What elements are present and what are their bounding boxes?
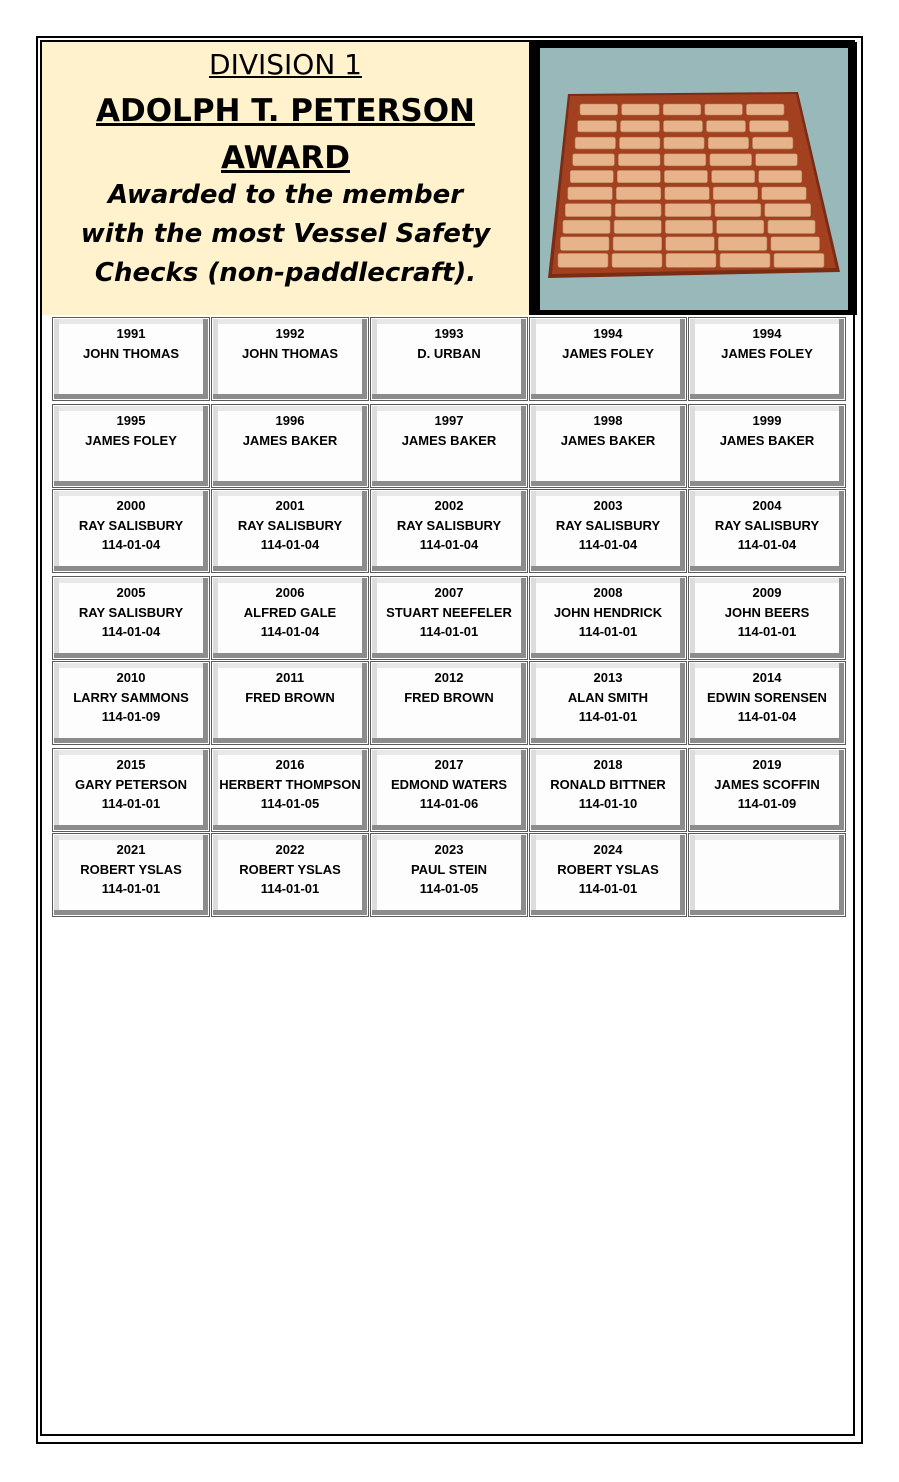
- plaque-plate: [665, 187, 710, 200]
- cell-year: 2010: [116, 670, 146, 685]
- plaque-plate: [720, 253, 770, 267]
- cell-flotilla: 114-01-09: [101, 709, 161, 724]
- award-plaque-cell: [370, 404, 528, 488]
- award-plaque-cell: [211, 833, 369, 917]
- cell-name: JAMES BAKER: [242, 432, 338, 448]
- cell-name: ALFRED GALE: [243, 604, 337, 620]
- plaque-plate: [575, 137, 615, 149]
- award-plaque-cell: [52, 317, 210, 401]
- cell-flotilla: 114-01-04: [419, 537, 479, 552]
- cell-flotilla: 114-01-09: [737, 796, 797, 811]
- plaque-plate: [617, 170, 660, 182]
- cell-flotilla: 114-01-04: [260, 537, 320, 552]
- cell-name: ROBERT YSLAS: [239, 861, 341, 877]
- cell-year: 2004: [752, 498, 782, 513]
- plaque-plate: [712, 170, 755, 182]
- cell-flotilla: 114-01-01: [419, 624, 479, 639]
- plaque-plate: [613, 237, 662, 251]
- cell-name: ROBERT YSLAS: [557, 861, 659, 877]
- award-plaque-cell: [370, 833, 528, 917]
- plaque-plate: [620, 137, 660, 149]
- plaque-plate: [621, 121, 660, 132]
- cell-name: FRED BROWN: [404, 689, 494, 705]
- award-plaque-cell: [529, 748, 687, 832]
- cell-flotilla: 114-01-01: [101, 881, 161, 896]
- plaque-plate: [753, 137, 793, 149]
- cell-year: 2000: [116, 498, 146, 513]
- cell-flotilla: 114-01-01: [578, 624, 638, 639]
- cell-year: 2015: [116, 757, 146, 772]
- cell-name: JOHN HENDRICK: [553, 604, 663, 620]
- plaque-plate: [707, 121, 746, 132]
- cell-flotilla: 114-01-01: [578, 881, 638, 896]
- award-plaque-cell: [370, 748, 528, 832]
- cell-name: HERBERT THOMPSON: [219, 776, 361, 792]
- award-title: [42, 88, 529, 182]
- plaque-plate: [750, 121, 789, 132]
- award-plaque-cell: [529, 661, 687, 745]
- plaque-plate: [713, 187, 758, 200]
- plaque-plate: [612, 253, 662, 267]
- plaque-plate: [717, 220, 764, 233]
- plaque-plate: [708, 137, 748, 149]
- cell-year: 1999: [752, 413, 782, 428]
- cell-year: 2024: [593, 842, 623, 857]
- plaque-plate: [765, 204, 811, 217]
- plaque-plate: [762, 187, 807, 200]
- division-title: DIVISION 1: [209, 48, 362, 81]
- plaque-plate: [759, 170, 802, 182]
- cell-name: RAY SALISBURY: [78, 517, 184, 533]
- award-plaque-cell: [370, 576, 528, 660]
- cell-name: JAMES BAKER: [719, 432, 815, 448]
- cell-name: JAMES FOLEY: [562, 345, 654, 361]
- plaque-plate: [666, 237, 715, 251]
- cell-name: LARRY SAMMONS: [73, 689, 189, 705]
- cell-year: 2009: [752, 585, 782, 600]
- award-plaque-cell: [211, 661, 369, 745]
- award-plaque-cell: [370, 489, 528, 573]
- cell-year: 2019: [752, 757, 782, 772]
- cell-year: 2011: [275, 670, 305, 685]
- cell-year: 2013: [593, 670, 623, 685]
- award-plaque-cell: [688, 404, 846, 488]
- cell-name: JAMES BAKER: [401, 432, 497, 448]
- award-plaque-cell: [52, 576, 210, 660]
- cell-name: ROBERT YSLAS: [80, 861, 182, 877]
- award-plaque-cell: [529, 317, 687, 401]
- award-plaque-cell: [52, 748, 210, 832]
- award-plaque-cell: [529, 833, 687, 917]
- cell-name: FRED BROWN: [245, 689, 335, 705]
- cell-name: STUART NEEFELER: [386, 604, 512, 620]
- cell-name: JAMES FOLEY: [85, 432, 177, 448]
- award-plaque-cell: [211, 576, 369, 660]
- award-plaque-cell: [688, 576, 846, 660]
- cell-flotilla: 114-01-04: [101, 537, 161, 552]
- award-plaque-cell: [52, 489, 210, 573]
- cell-flotilla: 114-01-04: [578, 537, 638, 552]
- award-plaque-cell: [211, 317, 369, 401]
- cell-year: 2001: [275, 498, 305, 513]
- cell-name: EDMOND WATERS: [390, 776, 508, 792]
- award-plaque-cell: [52, 661, 210, 745]
- cell-year: 2006: [275, 585, 305, 600]
- cell-flotilla: 114-01-01: [260, 881, 320, 896]
- award-plaque-cell: [688, 317, 846, 401]
- plaque-plate: [768, 220, 815, 233]
- cell-name: GARY PETERSON: [75, 776, 187, 792]
- cell-name: JAMES SCOFFIN: [714, 776, 820, 792]
- award-header: [42, 42, 529, 315]
- plaque-photo-icon: [540, 48, 848, 310]
- award-plaque-cell: [52, 833, 210, 917]
- cell-flotilla: 114-01-01: [578, 709, 638, 724]
- award-plaque-cell: [370, 317, 528, 401]
- award-plaque-cell: [688, 489, 846, 573]
- cell-name: ALAN SMITH: [567, 689, 649, 705]
- cell-name: JOHN THOMAS: [82, 345, 180, 361]
- plaque-plate: [580, 104, 618, 115]
- cell-name: RONALD BITTNER: [550, 776, 666, 792]
- cell-name: JAMES BAKER: [560, 432, 656, 448]
- award-plaque-cell: [211, 404, 369, 488]
- cell-year: 1994: [593, 326, 623, 341]
- cell-year: 2005: [116, 585, 146, 600]
- cell-name: RAY SALISBURY: [555, 517, 661, 533]
- plaque-photo: [529, 42, 857, 315]
- plaque-plate: [563, 220, 610, 233]
- cell-year: 2021: [116, 842, 146, 857]
- cell-year: 2002: [434, 498, 464, 513]
- cell-flotilla: 114-01-04: [101, 624, 161, 639]
- plaque-plate: [663, 104, 701, 115]
- plaque-plate: [615, 204, 661, 217]
- cell-year: 2007: [434, 585, 464, 600]
- cell-flotilla: 114-01-10: [578, 796, 638, 811]
- cell-year: 2003: [593, 498, 623, 513]
- plaque-plate: [622, 104, 660, 115]
- plaque-plate: [664, 137, 704, 149]
- award-description: Awarded to the member with the most Vessel Safety Checks (non-paddlecraft).: [80, 180, 491, 288]
- cell-flotilla: 114-01-06: [419, 796, 479, 811]
- plaque-plate: [746, 104, 784, 115]
- award-plaque-cell: [688, 748, 846, 832]
- award-plaque-cell: [688, 661, 846, 745]
- plaque-plate: [578, 121, 617, 132]
- plaque-plate: [665, 220, 712, 233]
- award-title-line-2: AWARD: [221, 140, 350, 176]
- cell-year: 2023: [434, 842, 464, 857]
- plaque-plate: [774, 253, 824, 267]
- award-plaque-cell: [211, 748, 369, 832]
- cell-year: 1996: [275, 413, 305, 428]
- cell-flotilla: 114-01-04: [260, 624, 320, 639]
- cell-year: 2017: [434, 757, 464, 772]
- plaque-plate: [568, 187, 613, 200]
- cell-year: 1994: [752, 326, 782, 341]
- award-plaque-cell: [211, 489, 369, 573]
- cell-year: 2022: [275, 842, 305, 857]
- cell-flotilla: 114-01-01: [737, 624, 797, 639]
- plaque-plate: [570, 170, 613, 182]
- plaque-plate: [715, 204, 761, 217]
- plaque-plate: [705, 104, 743, 115]
- award-plaque-cell: [370, 661, 528, 745]
- plaque-plate: [565, 204, 611, 217]
- award-title-line-1: ADOLPH T. PETERSON: [95, 93, 475, 129]
- plaque-plate: [665, 204, 711, 217]
- plaque-plate: [664, 154, 706, 166]
- cell-year: 2018: [593, 757, 623, 772]
- cell-flotilla: 114-01-01: [101, 796, 161, 811]
- cell-name: JOHN THOMAS: [241, 345, 339, 361]
- plaque-plate: [664, 170, 707, 182]
- plaque-plate: [666, 253, 716, 267]
- plaque-plate: [560, 237, 609, 251]
- cell-year: 1995: [116, 413, 146, 428]
- cell-name: RAY SALISBURY: [714, 517, 820, 533]
- cell-year: 2016: [275, 757, 305, 772]
- cell-name: PAUL STEIN: [410, 861, 488, 877]
- award-plaque-cell: [52, 404, 210, 488]
- plaque-plate: [771, 237, 820, 251]
- plaque-plate: [573, 154, 615, 166]
- plaque-plate: [718, 237, 767, 251]
- cell-year: 1997: [434, 413, 464, 428]
- cell-name: EDWIN SORENSEN: [707, 689, 827, 705]
- cell-flotilla: 114-01-04: [737, 709, 797, 724]
- cell-year: 2014: [752, 670, 782, 685]
- cell-year: 2012: [434, 670, 464, 685]
- cell-year: 2008: [593, 585, 623, 600]
- cell-year: 1992: [275, 326, 305, 341]
- cell-year: 1993: [434, 326, 464, 341]
- cell-year: 1998: [593, 413, 623, 428]
- cell-year: 1991: [116, 326, 146, 341]
- cell-flotilla: 114-01-05: [419, 881, 479, 896]
- award-plaque-cell: [529, 489, 687, 573]
- award-plaque-cell: [529, 576, 687, 660]
- award-plaque-cell: [688, 833, 846, 917]
- plaque-plate: [558, 253, 608, 267]
- plaque-plate: [618, 154, 660, 166]
- plaque-plate: [614, 220, 661, 233]
- cell-name: JOHN BEERS: [724, 604, 810, 620]
- award-plaque-cell: [529, 404, 687, 488]
- cell-name: RAY SALISBURY: [78, 604, 184, 620]
- cell-flotilla: 114-01-05: [260, 796, 320, 811]
- plaque-plate: [616, 187, 661, 200]
- plaque-plate: [756, 154, 798, 166]
- cell-name: JAMES FOLEY: [721, 345, 813, 361]
- cell-name: D. URBAN: [417, 345, 481, 361]
- cell-name: RAY SALISBURY: [237, 517, 343, 533]
- cell-flotilla: 114-01-04: [737, 537, 797, 552]
- cell-name: RAY SALISBURY: [396, 517, 502, 533]
- plaque-plate: [710, 154, 752, 166]
- plaque-plate: [664, 121, 703, 132]
